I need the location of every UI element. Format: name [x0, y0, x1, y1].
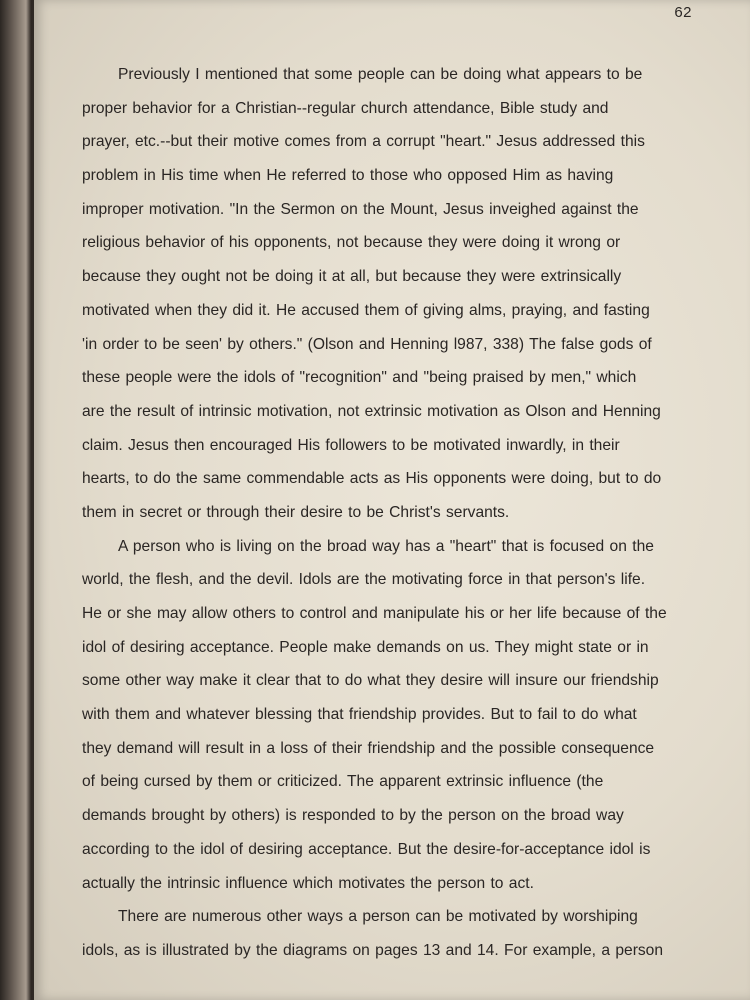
text-line: according to the idol of desiring acceptance. But the desire-for-acceptance idol is: [82, 840, 651, 858]
text-line: actually the intrinsic influence which motivates the person to act.: [82, 874, 534, 892]
text-line: proper behavior for a Christian--regular church attendance, Bible study and: [82, 99, 609, 117]
paragraph: [82, 58, 722, 530]
text-line: of being cursed by them or criticized. The apparent extrinsic influence (the: [82, 773, 604, 791]
text-line: them in secret or through their desire to be Christ's servants.: [82, 503, 510, 521]
text-line: idol of desiring acceptance. People make demands on us. They might state or in: [82, 638, 649, 656]
text-line: idols, as is illustrated by the diagrams on pages 13 and 14. For example, a person: [82, 941, 664, 959]
text-line: claim. Jesus then encouraged His followers to be motivated inwardly, in their: [82, 436, 620, 454]
text-line: prayer, etc.--but their motive comes from a corrupt "heart." Jesus addressed this: [82, 133, 645, 151]
document-page: [34, 0, 750, 1000]
text-line: 'in order to be seen' by others." (Olson and Henning l987, 338) The false gods of: [82, 335, 652, 353]
text-line: are the result of intrinsic motivation, not extrinsic motivation as Olson and Henning: [82, 402, 661, 420]
paragraph-container: [82, 58, 722, 968]
text-line: with them and whatever blessing that friendship provides. But to fail to do what: [82, 706, 637, 724]
text-line: demands brought by others) is responded to by the person on the broad way: [82, 807, 624, 825]
text-line: motivated when they did it. He accused them of giving alms, praying, and fasting: [82, 301, 650, 319]
text-line: because they ought not be doing it at all, but because they were extrinsically: [82, 268, 622, 286]
text-line: they demand will result in a loss of their friendship and the possible consequence: [82, 739, 655, 757]
text-line: A person who is living on the broad way has a "heart" that is focused on the: [118, 537, 654, 555]
page-number: 62: [674, 4, 692, 21]
text-line: these people were the idols of "recognition" and "being praised by men," which: [82, 369, 637, 387]
paragraph: [82, 530, 722, 901]
body-text: [82, 58, 722, 968]
text-line: hearts, to do the same commendable acts as His opponents were doing, but to do: [82, 470, 662, 488]
text-line: some other way make it clear that to do what they desire will insure our friendship: [82, 672, 659, 690]
text-line: world, the flesh, and the devil. Idols are the motivating force in that person's life.: [82, 571, 646, 589]
text-line: religious behavior of his opponents, not because they were doing it wrong or: [82, 234, 621, 252]
text-line: He or she may allow others to control and manipulate his or her life because of the: [82, 605, 667, 622]
paragraph: [82, 900, 722, 967]
text-line: improper motivation. "In the Sermon on the Mount, Jesus inveighed against the: [82, 200, 639, 218]
text-line: Previously I mentioned that some people can be doing what appears to be: [118, 66, 643, 83]
text-line: There are numerous other ways a person can be motivated by worshiping: [118, 908, 638, 926]
text-line: problem in His time when He referred to those who opposed Him as having: [82, 167, 614, 185]
